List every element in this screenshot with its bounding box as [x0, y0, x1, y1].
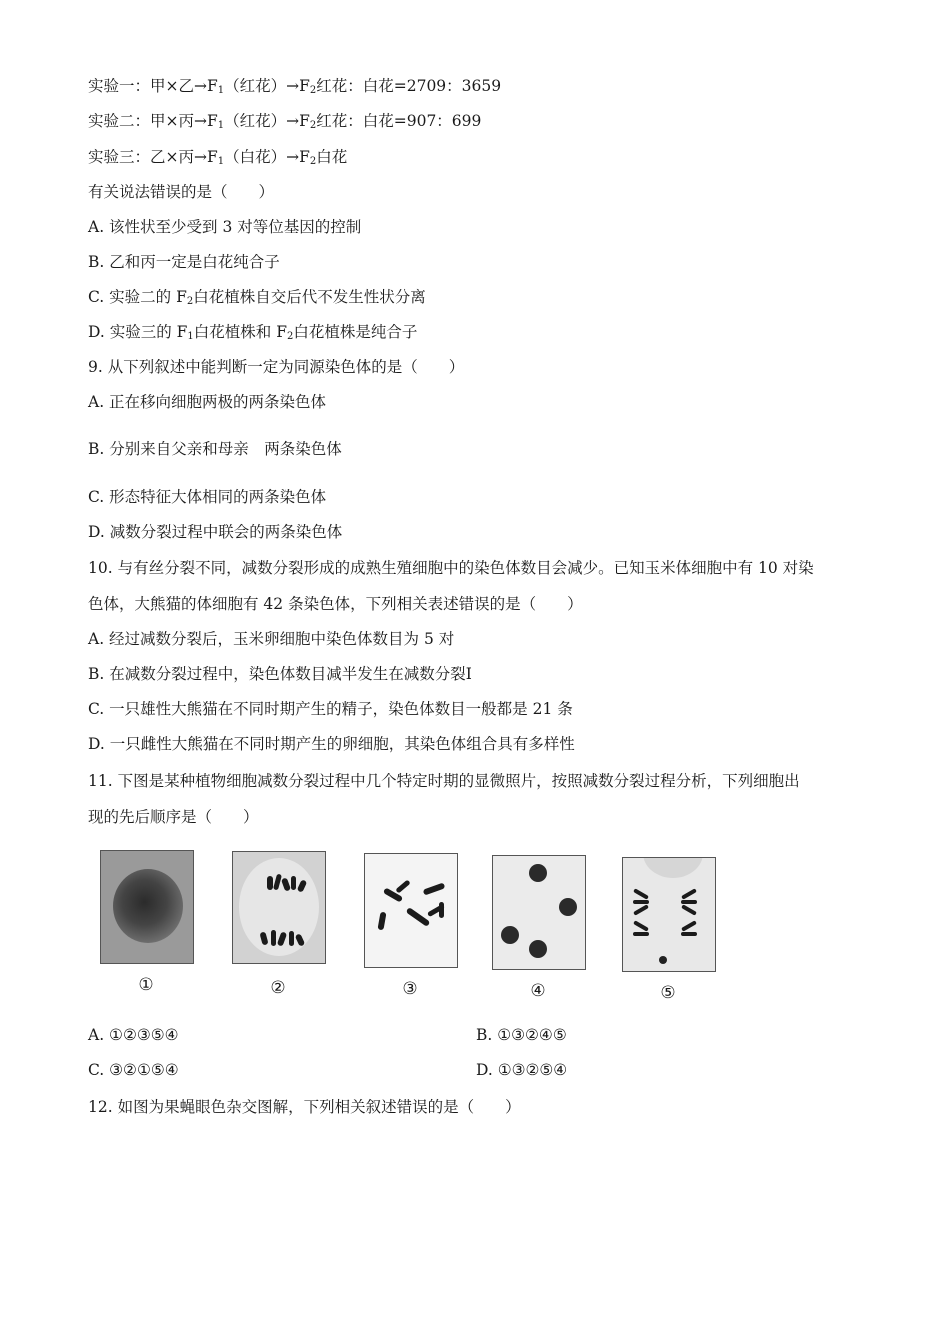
- q9-option-c[interactable]: C. 形态特征大体相同的两条染色体: [88, 488, 327, 506]
- q10-option-a[interactable]: A. 经过减数分裂后，玉米卵细胞中染色体数目为 5 对: [88, 630, 455, 648]
- micrograph-2-label: ②: [270, 978, 286, 998]
- q11-option-d[interactable]: D. ①③②⑤④: [476, 1061, 568, 1079]
- q10-option-c[interactable]: C. 一只雄性大熊猫在不同时期产生的精子，染色体数目一般都是 21 条: [88, 700, 573, 718]
- q8-stem: 有关说法错误的是（ ）: [88, 183, 275, 201]
- micrograph-5-label: ⑤: [660, 983, 676, 1003]
- experiment-2: 实验二：甲×丙$\to F_1$（红花）$\to F_2$红花：白花=907：699: [88, 112, 482, 131]
- experiment-3: 实验三：乙×丙$\to F_1$（白花）$\to F_2$白花: [88, 148, 348, 167]
- micrograph-4: [492, 855, 586, 970]
- q8-option-b[interactable]: B. 乙和丙一定是白花纯合子: [88, 253, 280, 271]
- experiment-1: 实验一：甲×乙$\to F_1$（红花）$\to F_2$红花：白花=2709：3659: [88, 77, 502, 96]
- micrograph-3-label: ③: [402, 979, 418, 999]
- q11-stem-line1: 11. 下图是某种植物细胞减数分裂过程中几个特定时期的显微照片，按照减数分裂过程分析，下列细胞出: [88, 772, 800, 790]
- q8-option-d[interactable]: D. 实验三的 $F_1$白花植株和 $F_2$白花植株是纯合子: [88, 323, 418, 342]
- q10-stem-line1: 10. 与有丝分裂不同，减数分裂形成的成熟生殖细胞中的染色体数目会减少。已知玉米体细胞中有 10 对染: [88, 559, 814, 577]
- q10-option-b[interactable]: B. 在减数分裂过程中，染色体数目减半发生在减数分裂Ⅰ: [88, 665, 472, 683]
- micrograph-5: [622, 857, 716, 972]
- q12-stem: 12. 如图为果蝇眼色杂交图解，下列相关叙述错误的是（ ）: [88, 1098, 521, 1116]
- q8-option-a[interactable]: A. 该性状至少受到 3 对等位基因的控制: [88, 218, 362, 236]
- q11-option-b[interactable]: B. ①③②④⑤: [476, 1026, 567, 1044]
- q10-stem-line2: 色体，大熊猫的体细胞有 42 条染色体，下列相关表述错误的是（ ）: [88, 595, 583, 613]
- q9-stem: 9. 从下列叙述中能判断一定为同源染色体的是（ ）: [88, 358, 465, 376]
- q8-option-c[interactable]: C. 实验二的 $F_2$白花植株自交后代不发生性状分离: [88, 288, 426, 307]
- micrograph-1: [100, 850, 194, 964]
- q9-option-a[interactable]: A. 正在移向细胞两极的两条染色体: [88, 393, 327, 411]
- micrograph-3: [364, 853, 458, 968]
- q11-option-c[interactable]: C. ③②①⑤④: [88, 1061, 179, 1079]
- q11-stem-line2: 现的先后顺序是（ ）: [88, 808, 259, 826]
- micrograph-2: [232, 851, 326, 964]
- q9-option-b[interactable]: B. 分别来自父亲和母亲 两条染色体: [88, 440, 342, 458]
- q9-option-d[interactable]: D. 减数分裂过程中联会的两条染色体: [88, 523, 343, 541]
- micrograph-1-label: ①: [138, 975, 154, 995]
- q10-option-d[interactable]: D. 一只雌性大熊猫在不同时期产生的卵细胞，其染色体组合具有多样性: [88, 735, 575, 753]
- q11-option-a[interactable]: A. ①②③⑤④: [88, 1026, 179, 1044]
- micrograph-4-label: ④: [530, 981, 546, 1001]
